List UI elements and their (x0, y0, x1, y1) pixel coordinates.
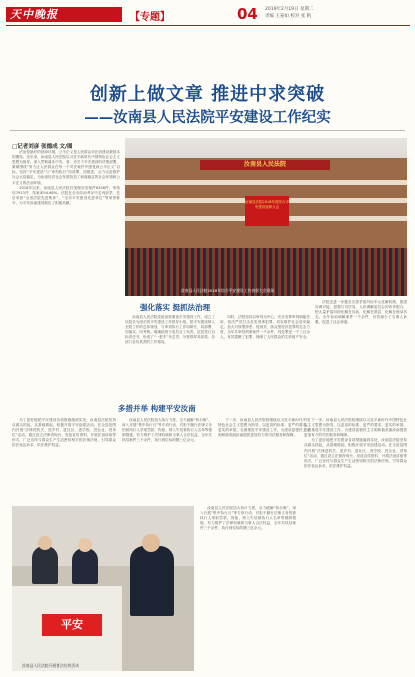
person-3 (130, 546, 174, 616)
bottom-paragraph-2: 汝南县人民法院加大执行力度，全力破解“执行难”。深入开展“集中执行月”等专项行动，对拒不履行法律义务的被执行人采取罚款、拘留、纳入失信被执行人名单等强制措施，有力维护了法律权威和当事人合法权益，全年共执结案件三千余件，执行到位标的额三亿余元。 (122, 418, 212, 443)
section-label: 【专题】 (130, 12, 170, 23)
article-bottom-column-2 (122, 418, 212, 502)
person-1 (32, 546, 58, 584)
article-lead-column (12, 150, 120, 390)
headline-divider (10, 130, 405, 131)
subhead-1: 强化落实 挺抓法治理 (140, 303, 211, 312)
court-sign: 汝南县人民法院 (200, 160, 330, 170)
bottom-paragraph-3: 下一步，汝南县人民法院将继续以习近平新时代中国特色社会主义思想为指导，以更高的标准、更严的要求、更实的举措，全面推进平安建设工作，为建设富强民主文明和谐美丽汝南提供更加有力的司法服务和保障。 (218, 418, 310, 438)
article-bottom-column-5 (304, 418, 407, 671)
issue-date: 2019年2月19日 星期二 (265, 7, 314, 12)
sub-headline: ——汝南县人民法院平安建设工作纪实 (84, 109, 331, 126)
main-headline: 创新上做文章 推进中求突破 (89, 84, 326, 105)
masthead-logo: 天中晚报 (10, 8, 58, 21)
column-3-paragraph: 同时，法院坚持以审判为中心，充分发挥审判职能作用，依法严厉打击各类刑事犯罪，切实维护社会治安稳定。加大对涉黑涉恶、侵财类、涉众型经济犯罪的打击力度，全年共审结刑事案件一千余件，判处罪犯一千三百余人，有效震慑了犯罪，保障了人民群众的生命财产安全。 (220, 315, 310, 340)
court-building-photo (125, 138, 407, 296)
person-1-head (38, 536, 52, 550)
lead-paragraph: 法治是最好的营商环境，公平正义是人民群众对法治建设最基本的期待。近年来，汝南县人民法院以习近平新时代中国特色社会主义思想为指导，深入贯彻落实中央、省、市关于平安建设的决策部署，紧紧围绕“努力让人民群众在每一个司法案件中感受到公平正义”目标，坚持“平安建设”与“审判执行”同部署、同推进，全力以赴维护社会大局稳定，为汝南经济社会发展营造了和谐稳定的社会环境和公平正义的法治环境。 (12, 150, 120, 185)
person-3-head (142, 534, 160, 552)
bottom-paragraph-3-cont: 下一步，汝南县人民法院将继续以习近平新时代中国特色社会主义思想为指导，以更高的标准、更严的要求、更实的举措，全面推进平安建设工作，为建设富强民主文明和谐美丽汝南提供更加有力的司法服务和保障。 (304, 418, 407, 438)
article-column-2 (125, 315, 215, 397)
article-column-4 (315, 300, 407, 397)
person-2 (72, 548, 98, 584)
article-bottom-column-1 (12, 418, 116, 503)
top-photo-caption: 汝南县人民法院2018年综合平安建设工作表彰大会现场 (181, 288, 275, 293)
byline: □记者刘彦 张德成 文/图 (12, 144, 73, 150)
subhead-2: 多措并举 构建平安汝南 (118, 404, 196, 413)
bottom-photo-caption: 汝南县人民法院开展普法宣传活动 (22, 663, 79, 668)
outreach-photo (12, 506, 194, 671)
article-bottom-column-4 (218, 418, 310, 502)
peace-sign: 平安 (42, 614, 102, 636)
bottom-paragraph-1-cont: 为了更好地把平安建设各项措施落到实处，汝南县法院坚持从源头抓起，从基础做起，积极开展平安创建活动。在全县范围内开展“法律进机关、进乡村、进社区、进学校、进企业、进单位”活动，通过设立法律咨询台、发放宣传资料、开展法治讲座等形式，广泛宣传与群众生产生活密切相关的法律法规，引导群众依法表达诉求、依法维护权益。 (304, 438, 407, 468)
column-2-paragraph: 汝南县人民法院党组高度重视平安建设工作，成立了以院长为组长的平安建设工作领导小组，把平安建设纳入全院工作的总体规划，与审判执行工作同研究、同部署、同落实、同考核。明确院班子成员分工负责，层层签订目标责任书，形成了“一把手”负总责、分管领导具体抓、各部门各负其责的工作格局。 (125, 315, 215, 345)
person-2-head (78, 538, 92, 552)
page-number: 04 (237, 5, 258, 23)
window-row (125, 180, 407, 185)
article-bottom-column-3 (200, 506, 296, 671)
article-column-3 (220, 315, 310, 397)
bottom-paragraph-2-cont: 汝南县人民法院加大执行力度，全力破解“执行难”。深入开展“集中执行月”等专项行动，对拒不履行法律义务的被执行人采取罚款、拘留、纳入失信被执行人名单等强制措施，有力维护了法律权威和当事人合法权益，全年共执结案件三千余件，执行到位标的额三亿余元。 (200, 506, 296, 531)
editor-credits: 责编 王豪如 校对 张 帆 (265, 14, 312, 19)
event-banner: 汝南县法院2018年度综合平安建设表彰大会 (245, 196, 289, 226)
bottom-paragraph-1: 为了更好地把平安建设各项措施落到实处，汝南县法院坚持从源头抓起，从基础做起，积极开展平安创建活动。在全县范围内开展“法律进机关、进乡村、进社区、进学校、进企业、进单位”活动，通过设立法律咨询台、发放宣传资料、开展法治讲座等形式，广泛宣传与群众生产生活密切相关的法律法规，引导群众依法表达诉求、依法维护权益。 (12, 418, 116, 448)
column-4-paragraph: 法院还进一步健全完善矛盾纠纷多元化解机制，推进诉调对接，加强与司法局、人民调解委员会的协作配合，把大量矛盾纠纷化解在诉前，化解在基层，化解在萌芽状态。全年诉前调解案件一千余件，有效减少了当事人诉累，促进了社会和谐。 (315, 300, 407, 325)
header-rule (6, 25, 410, 26)
lead-paragraph-2: 2018年以来，汝南县人民法院共受理各类案件8358件，审执结7913件，结案率94.68%。法院在全市综治考评中名列前茅，先后荣获“全省法院先进集体”、“全市平安建设先进单位”等荣誉称号，为平安汝南建设做出了积极贡献。 (12, 185, 120, 205)
